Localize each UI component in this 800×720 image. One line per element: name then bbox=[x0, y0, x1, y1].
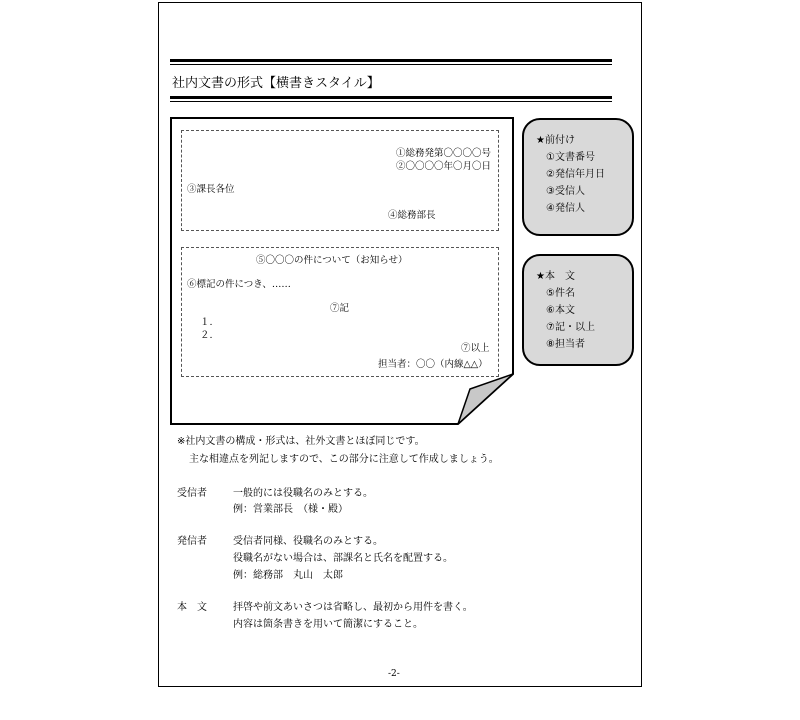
section-line: 例：総務部 丸山 太郎 bbox=[233, 570, 343, 581]
list-item-1: １. bbox=[200, 317, 213, 328]
body-item: ⑦記・以上 bbox=[546, 322, 595, 333]
ijo-label: ⑦以上 bbox=[461, 343, 490, 354]
section-label-body: 本 文 bbox=[177, 602, 207, 613]
section-line: 拝啓や前文あいさつは省略し、最初から用件を書く。 bbox=[233, 602, 473, 613]
contact-line: 担当者：〇〇（内線△△） bbox=[378, 359, 488, 370]
body-callout bbox=[522, 254, 634, 366]
section-line: 一般的には役職名のみとする。 bbox=[233, 488, 373, 499]
note-line-2: 主な相違点を列記しますので、この部分に注意して作成しましょう。 bbox=[189, 454, 499, 465]
issue-date: ②〇〇〇〇年〇月〇日 bbox=[396, 161, 492, 172]
front-matter-callout bbox=[522, 118, 634, 236]
note-line-1: ※社内文書の構成・形式は、社外文書とほぼ同じです。 bbox=[177, 436, 425, 447]
subject-line: ⑤〇〇〇の件について（お知らせ） bbox=[256, 255, 408, 266]
section-line: 例：営業部長 （様・殿） bbox=[233, 504, 348, 515]
section-line: 役職名がない場合は、部課名と氏名を配置する。 bbox=[233, 553, 453, 564]
section-label-sender: 発信者 bbox=[177, 536, 207, 547]
body-item: ⑧担当者 bbox=[546, 339, 585, 350]
front-matter-item: ③受信人 bbox=[546, 186, 585, 197]
front-matter-item: ④発信人 bbox=[546, 203, 585, 214]
section-label-recipient: 受信者 bbox=[177, 488, 207, 499]
section-line: 内容は箇条書きを用いて簡潔にすること。 bbox=[233, 619, 423, 630]
front-matter-heading: ★前付け bbox=[536, 135, 575, 146]
sender: ④総務部長 bbox=[388, 210, 436, 221]
front-matter-item: ②発信年月日 bbox=[546, 169, 605, 180]
front-matter-item: ①文書番号 bbox=[546, 152, 595, 163]
body-item: ⑥本文 bbox=[546, 305, 575, 316]
body-heading: ★本 文 bbox=[536, 271, 575, 282]
body-item: ⑤件名 bbox=[546, 288, 575, 299]
section-line: 受信者同様、役職名のみとする。 bbox=[233, 536, 383, 547]
doc-number: ①総務発第〇〇〇〇号 bbox=[396, 148, 492, 159]
recipient: ③課長各位 bbox=[187, 184, 235, 195]
page-title: 社内文書の形式【横書きスタイル】 bbox=[172, 76, 380, 91]
page-number: -2- bbox=[388, 669, 400, 679]
list-item-2: ２. bbox=[200, 330, 213, 341]
ki-label: ⑦記 bbox=[330, 303, 350, 314]
opening-line: ⑥標記の件につき、…… bbox=[187, 279, 291, 290]
